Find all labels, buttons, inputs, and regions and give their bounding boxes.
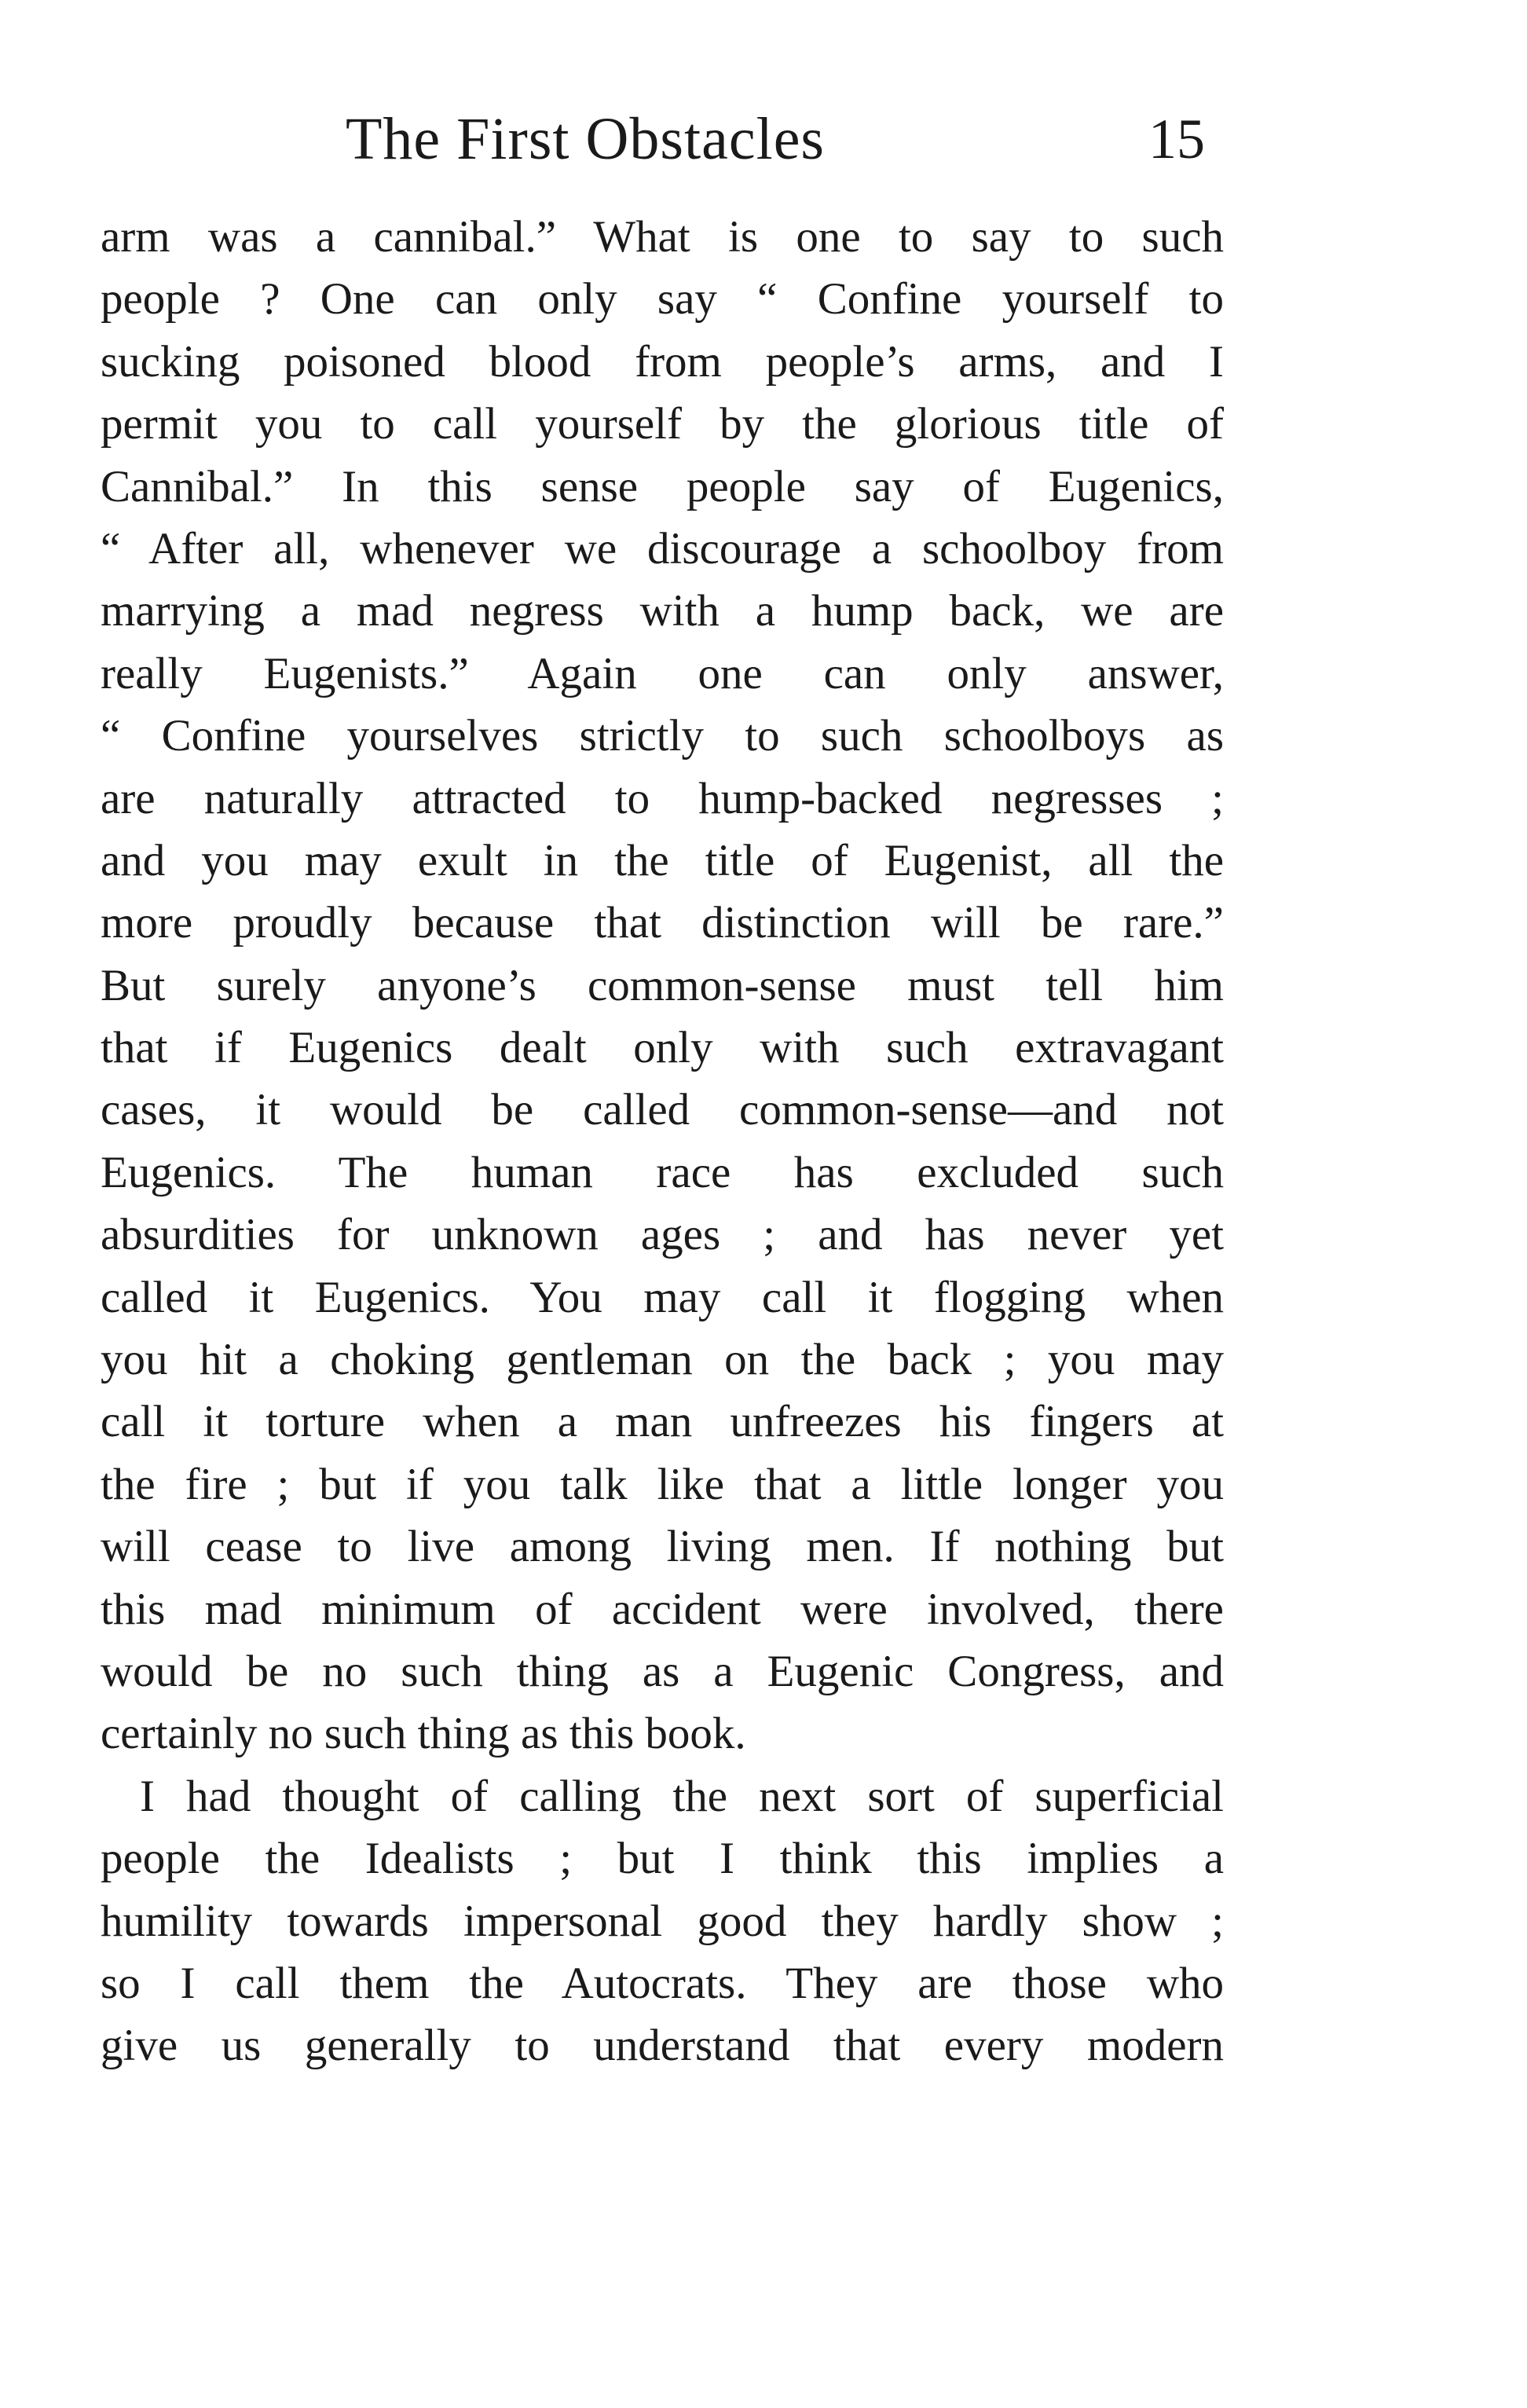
- text-line: cases, it would be called common-sense—and not: [101, 1085, 1224, 1135]
- text-line: sucking poisoned blood from people’s arms, and I: [101, 336, 1224, 387]
- text-line: people the Idealists ; but I think this implies a: [101, 1834, 1224, 1884]
- text-line: “ Confine yourselves strictly to such schoolboys as: [101, 711, 1224, 761]
- paragraph-end-line: certainly no such thing as this book.: [101, 1709, 746, 1759]
- text-line: Eugenics. The human race has excluded such: [101, 1147, 1224, 1197]
- text-line: so I call them the Autocrats. They are those who: [101, 1958, 1224, 2008]
- text-line: more proudly because that distinction will be rare.”: [101, 898, 1224, 948]
- text-line: call it torture when a man unfreezes his fingers at: [101, 1397, 1224, 1447]
- text-line: Cannibal.” In this sense people say of Eugenics,: [101, 461, 1224, 511]
- paragraph-start-line: I had thought of calling the next sort of superficial: [140, 1771, 1224, 1821]
- text-line: the fire ; but if you talk like that a little longer you: [101, 1459, 1224, 1509]
- text-line: really Eugenists.” Again one can only answer,: [101, 648, 1224, 698]
- text-line: “ After all, whenever we discourage a schoolboy from: [101, 523, 1224, 574]
- text-line: you hit a choking gentleman on the back ; you may: [101, 1335, 1224, 1385]
- text-line: arm was a cannibal.” What is one to say to such: [101, 212, 1224, 262]
- text-line: But surely anyone’s common-sense must tell him: [101, 960, 1224, 1010]
- text-line: give us generally to understand that every modern: [101, 2021, 1224, 2071]
- text-line: people ? One can only say “ Confine yourself to: [101, 274, 1224, 324]
- body-text: [101, 206, 1224, 2077]
- text-line: marrying a mad negress with a hump back, we are: [101, 586, 1224, 636]
- text-line: permit you to call yourself by the glorious title of: [101, 399, 1224, 449]
- text-line: absurdities for unknown ages ; and has never yet: [101, 1210, 1224, 1260]
- page-number: 15: [1148, 108, 1205, 170]
- text-line: would be no such thing as a Eugenic Congress, and: [101, 1646, 1224, 1696]
- text-line: this mad minimum of accident were involved, there: [101, 1584, 1224, 1634]
- text-line: humility towards impersonal good they hardly show ;: [101, 1896, 1224, 1946]
- text-line: will cease to live among living men. If nothing but: [101, 1522, 1224, 1572]
- text-line: and you may exult in the title of Eugenist, all the: [101, 835, 1224, 885]
- text-line: are naturally attracted to hump-backed negresses ;: [101, 773, 1224, 823]
- text-line: called it Eugenics. You may call it flogging when: [101, 1272, 1224, 1322]
- text-line: that if Eugenics dealt only with such extravagant: [101, 1023, 1224, 1073]
- running-title: The First Obstacles: [346, 106, 826, 172]
- running-head: [0, 104, 1527, 174]
